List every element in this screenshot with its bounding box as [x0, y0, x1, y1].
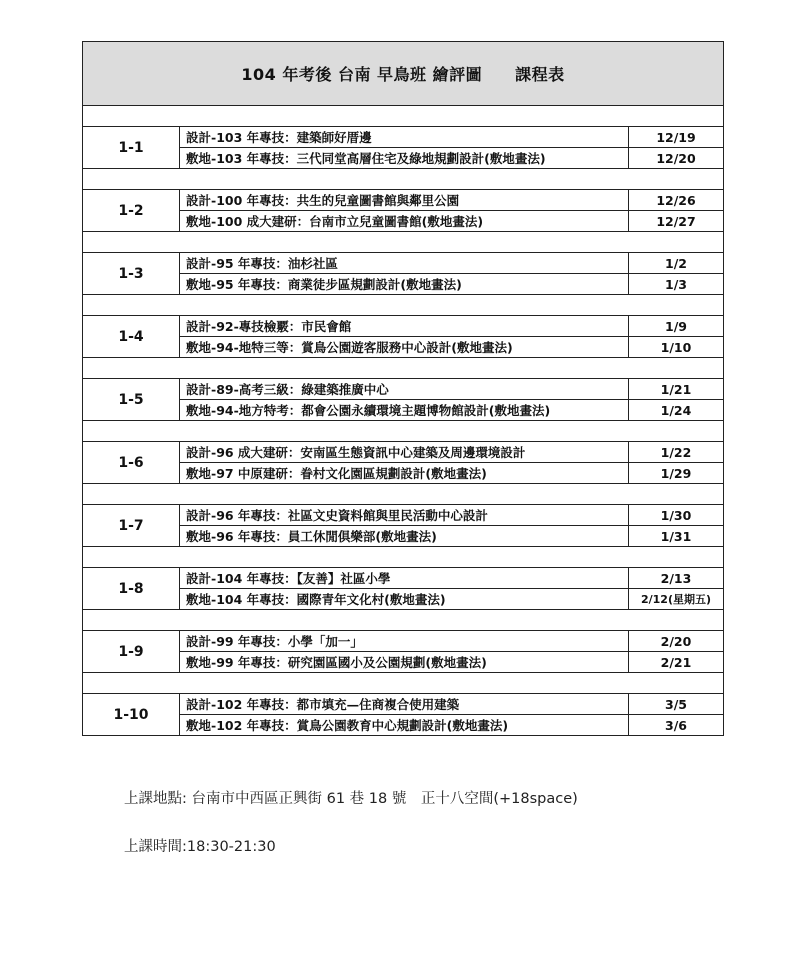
site-topic: 敷地-96 年專技：員工休閒俱樂部(敷地畫法): [180, 526, 629, 547]
session-row: [83, 631, 724, 652]
spacer-cell: [83, 610, 724, 631]
site-topic: 敷地-94-地方特考：都會公園永續環境主題博物館設計(敷地畫法): [180, 400, 629, 421]
footer-location: 上課地點: 台南市中西區正興街 61 巷 18 號 正十八空間(+18space): [124, 791, 578, 807]
session-id: 1-3: [83, 253, 180, 295]
design-topic: 設計-96 年專技：社區文史資料館與里民活動中心設計: [180, 505, 629, 526]
design-date: 1/21: [629, 379, 724, 400]
session-row: [83, 127, 724, 148]
session-row: [83, 652, 724, 673]
spacer-row: [83, 295, 724, 316]
session-id: 1-6: [83, 442, 180, 484]
site-date: 1/10: [629, 337, 724, 358]
session-row: [83, 337, 724, 358]
design-date: 1/30: [629, 505, 724, 526]
session-row: [83, 568, 724, 589]
design-date: 1/9: [629, 316, 724, 337]
spacer-row: [83, 169, 724, 190]
spacer-row: [83, 484, 724, 505]
site-topic: 敷地-94-地特三等：賞鳥公園遊客服務中心設計(敷地畫法): [180, 337, 629, 358]
session-id: 1-5: [83, 379, 180, 421]
session-row: [83, 526, 724, 547]
design-topic: 設計-89-高考三級：綠建築推廣中心: [180, 379, 629, 400]
spacer-cell: [83, 484, 724, 505]
session-row: [83, 694, 724, 715]
design-topic: 設計-95 年專技：油杉社區: [180, 253, 629, 274]
spacer-row: [83, 673, 724, 694]
site-date: 2/21: [629, 652, 724, 673]
spacer-cell: [83, 295, 724, 316]
spacer-cell: [83, 106, 724, 127]
spacer-row: [83, 421, 724, 442]
design-date: 3/5: [629, 694, 724, 715]
design-date: 1/2: [629, 253, 724, 274]
session-row: [83, 589, 724, 610]
site-topic: 敷地-104 年專技：國際青年文化村(敷地畫法): [180, 589, 629, 610]
design-topic: 設計-92-專技檢覈：市民會館: [180, 316, 629, 337]
site-date: 1/31: [629, 526, 724, 547]
design-date: 12/19: [629, 127, 724, 148]
session-row: [83, 400, 724, 421]
session-row: [83, 274, 724, 295]
design-date: 1/22: [629, 442, 724, 463]
site-topic: 敷地-103 年專技：三代同堂高層住宅及綠地規劃設計(敷地畫法): [180, 148, 629, 169]
session-row: [83, 379, 724, 400]
session-id: 1-7: [83, 505, 180, 547]
spacer-cell: [83, 358, 724, 379]
site-topic: 敷地-102 年專技：賞鳥公園教育中心規劃設計(敷地畫法): [180, 715, 629, 736]
session-id: 1-10: [83, 694, 180, 736]
design-topic: 設計-96 成大建研：安南區生態資訊中心建築及周邊環境設計: [180, 442, 629, 463]
spacer-row: [83, 232, 724, 253]
session-id: 1-2: [83, 190, 180, 232]
session-row: [83, 463, 724, 484]
spacer-cell: [83, 547, 724, 568]
session-id: 1-8: [83, 568, 180, 610]
session-id: 1-4: [83, 316, 180, 358]
session-row: [83, 316, 724, 337]
spacer-row: [83, 610, 724, 631]
site-date: 1/29: [629, 463, 724, 484]
design-date: 12/26: [629, 190, 724, 211]
spacer-cell: [83, 169, 724, 190]
design-topic: 設計-103 年專技：建築師好厝邊: [180, 127, 629, 148]
schedule-table: [82, 41, 724, 736]
design-date: 2/20: [629, 631, 724, 652]
site-date: 3/6: [629, 715, 724, 736]
session-id: 1-1: [83, 127, 180, 169]
session-row: [83, 442, 724, 463]
site-date: 2/12(星期五): [629, 589, 724, 610]
spacer-row: [83, 547, 724, 568]
schedule-title: 104 年考後 台南 早鳥班 繪評圖 課程表: [83, 42, 724, 106]
design-topic: 設計-102 年專技：都市填充—住商複合使用建築: [180, 694, 629, 715]
spacer-cell: [83, 673, 724, 694]
site-date: 12/27: [629, 211, 724, 232]
spacer-row: [83, 358, 724, 379]
site-date: 1/3: [629, 274, 724, 295]
session-row: [83, 253, 724, 274]
session-row: [83, 715, 724, 736]
footer-time: 上課時間:18:30-21:30: [124, 839, 276, 855]
site-topic: 敷地-97 中原建研：眷村文化園區規劃設計(敷地畫法): [180, 463, 629, 484]
session-row: [83, 505, 724, 526]
session-row: [83, 190, 724, 211]
session-row: [83, 148, 724, 169]
title-row: [83, 42, 724, 106]
design-topic: 設計-100 年專技：共生的兒童圖書館與鄰里公園: [180, 190, 629, 211]
site-topic: 敷地-95 年專技：商業徒步區規劃設計(敷地畫法): [180, 274, 629, 295]
spacer-row: [83, 106, 724, 127]
site-topic: 敷地-99 年專技：研究園區國小及公園規劃(敷地畫法): [180, 652, 629, 673]
site-date: 12/20: [629, 148, 724, 169]
session-id: 1-9: [83, 631, 180, 673]
site-date: 1/24: [629, 400, 724, 421]
site-topic: 敷地-100 成大建研：台南市立兒童圖書館(敷地畫法): [180, 211, 629, 232]
spacer-cell: [83, 232, 724, 253]
design-topic: 設計-99 年專技：小學「加一」: [180, 631, 629, 652]
session-row: [83, 211, 724, 232]
design-topic: 設計-104 年專技：【友善】社區小學: [180, 568, 629, 589]
spacer-cell: [83, 421, 724, 442]
design-date: 2/13: [629, 568, 724, 589]
